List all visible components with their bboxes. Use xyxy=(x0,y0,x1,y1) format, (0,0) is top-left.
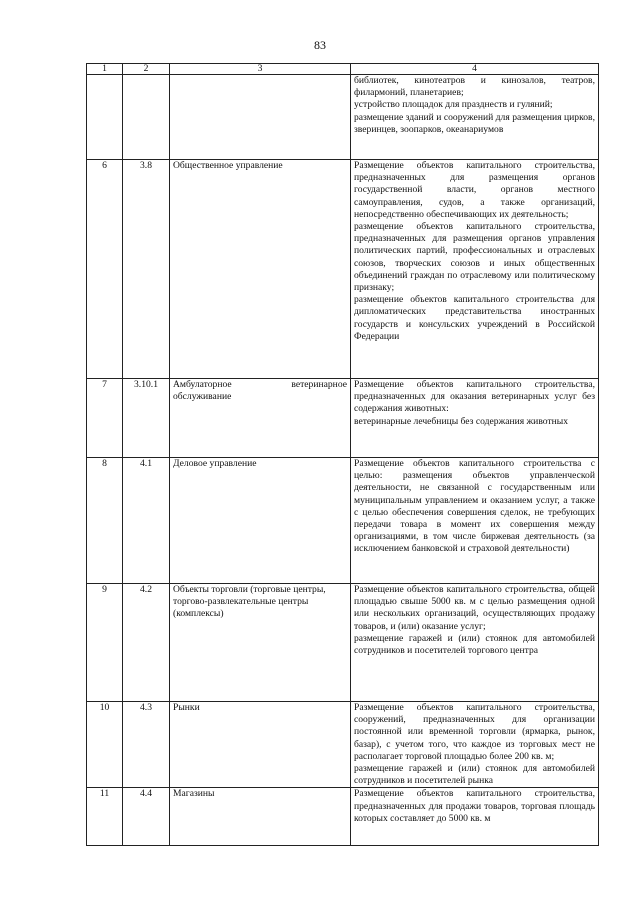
table-row xyxy=(87,75,599,160)
row-number: 9 xyxy=(87,584,123,702)
description-paragraph: Размещение объектов капитального строительства, сооружений, предназначенных для организации постоянной или временной торговли (ярмарка, рынок, базар), с учетом того, что каждое из торговых мест не располагает торговой площадью более 200 кв. м; xyxy=(354,702,595,762)
description-paragraph: Размещение объектов капитального строительства, предназначенных для продажи товаров, торговая площадь которых составляет до 5000 кв. м xyxy=(354,788,595,824)
row-name: Общественное управление xyxy=(170,160,351,379)
table-row xyxy=(87,584,599,702)
page-number: 83 xyxy=(314,38,326,52)
description-paragraph: Размещение объектов капитального строительства, предназначенных для размещения органов государственной власти, органов местного самоуправления, судов, а также организаций, непосредственно обеспечивающих их деятельность; xyxy=(354,160,595,220)
row-name: Амбулаторное ветеринарное обслуживание xyxy=(170,379,351,458)
description-paragraph: библиотек, кинотеатров и кинозалов, театров, филармоний, планетариев; xyxy=(354,75,595,99)
table-header-row xyxy=(87,64,599,75)
row-number: 6 xyxy=(87,160,123,379)
table-row xyxy=(87,788,599,846)
description-paragraph: размещение объектов капитального строительства для дипломатических представительства иностранных государств и консульских учреждений в Российской Федерации xyxy=(354,294,595,342)
row-number: 11 xyxy=(87,788,123,846)
row-code: 4.1 xyxy=(123,458,170,584)
description-paragraph: Размещение объектов капитального строительства, предназначенных для оказания ветеринарных услуг без содержания животных: xyxy=(354,379,595,415)
row-description xyxy=(351,160,599,379)
column-header-number: 1 xyxy=(87,64,123,75)
land-use-table xyxy=(86,63,599,846)
description-paragraph: размещение зданий и сооружений для размещения цирков, зверинцев, зоопарков, океанариумов xyxy=(354,111,595,135)
row-code xyxy=(123,75,170,160)
table-row xyxy=(87,702,599,788)
column-header-description: 4 xyxy=(351,64,599,75)
description-paragraph: Размещение объектов капитального строительства, общей площадью свыше 5000 кв. м с целью размещения одной или нескольких организаций, осуществляющих продажу товаров, и (или) оказание услуг; xyxy=(354,584,595,632)
row-name xyxy=(170,75,351,160)
row-code: 4.4 xyxy=(123,788,170,846)
table-row xyxy=(87,458,599,584)
row-description xyxy=(351,584,599,702)
table-row xyxy=(87,160,599,379)
row-code: 4.3 xyxy=(123,702,170,788)
row-description xyxy=(351,458,599,584)
description-paragraph: размещение гаражей и (или) стоянок для автомобилей сотрудников и посетителей торгового центра xyxy=(354,632,595,657)
row-code: 3.8 xyxy=(123,160,170,379)
row-name: Деловое управление xyxy=(170,458,351,584)
row-name: Рынки xyxy=(170,702,351,788)
row-description xyxy=(351,788,599,846)
row-number: 8 xyxy=(87,458,123,584)
description-paragraph: устройство площадок для празднеств и гуляний; xyxy=(354,99,553,111)
row-code: 4.2 xyxy=(123,584,170,702)
row-description xyxy=(351,379,599,458)
column-header-code: 2 xyxy=(123,64,170,75)
row-number: 10 xyxy=(87,702,123,788)
table-row xyxy=(87,379,599,458)
row-name: Объекты торговли (торговые центры, торгово-развлекательные центры (комплексы) xyxy=(170,584,351,702)
row-number: 7 xyxy=(87,379,123,458)
row-code: 3.10.1 xyxy=(123,379,170,458)
row-description xyxy=(351,75,599,160)
description-paragraph: Размещение объектов капитального строительства с целью: размещения объектов управленческой деятельности, не связанной с государственным или муниципальным управлением и оказанием услуг, а также с целью обеспечения совершения сделок, не требующих передачи товара в момент их совершения между организациями, в том числе биржевая деятельность (за исключением банковской и страховой деятельности) xyxy=(354,458,595,555)
description-paragraph: размещение гаражей и (или) стоянок для автомобилей сотрудников и посетителей рынка xyxy=(354,763,595,787)
row-name: Магазины xyxy=(170,788,351,846)
row-description xyxy=(351,702,599,788)
description-paragraph: размещение объектов капитального строительства, предназначенных для размещения органов управления политических партий, профессиональных и отраслевых союзов, творческих союзов и иных общественных объединений граждан по отраслевому или политическому признаку; xyxy=(354,221,595,294)
description-paragraph: ветеринарные лечебницы без содержания животных xyxy=(354,415,569,427)
row-number xyxy=(87,75,123,160)
column-header-name: 3 xyxy=(170,64,351,75)
